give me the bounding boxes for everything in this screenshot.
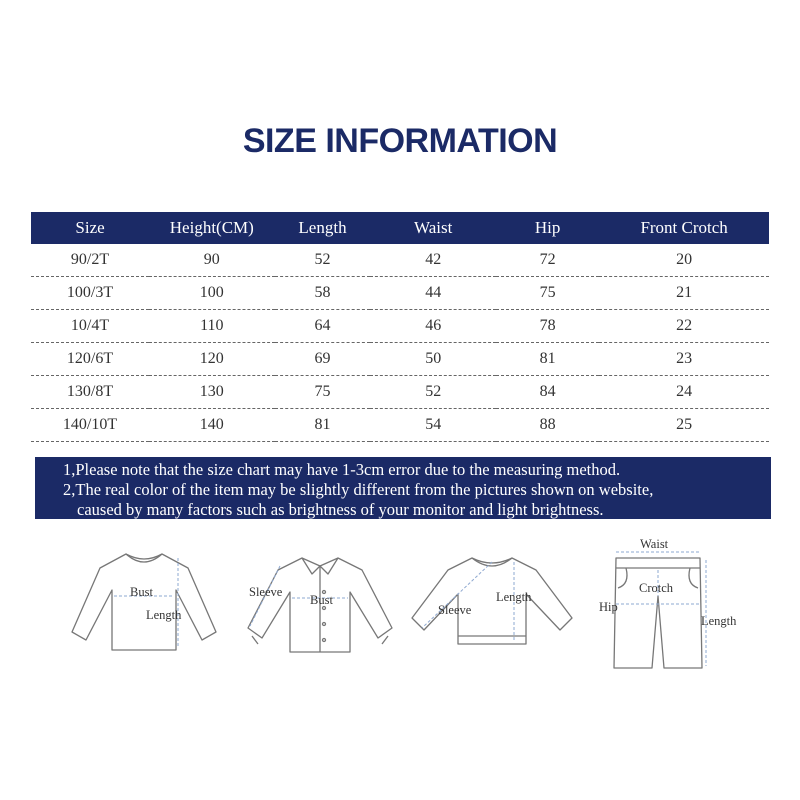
cell-height: 90: [149, 244, 274, 277]
cell-hip: 84: [496, 376, 599, 409]
shorts-waist-label: Waist: [640, 537, 669, 551]
table-row: [31, 277, 769, 310]
cell-length: 64: [275, 310, 371, 343]
cell-size: 100/3T: [31, 277, 149, 310]
cell-height: 140: [149, 409, 274, 442]
cell-front-crotch: 24: [599, 376, 769, 409]
cell-front-crotch: 23: [599, 343, 769, 376]
cell-waist: 46: [370, 310, 495, 343]
cell-front-crotch: 21: [599, 277, 769, 310]
cell-front-crotch: 22: [599, 310, 769, 343]
sweater-sleeve-label: Sleeve: [438, 603, 472, 617]
table-row: [31, 343, 769, 376]
sweater-diagram-icon: [410, 552, 576, 652]
tshirt-bust-label: Bust: [130, 585, 153, 599]
cell-hip: 72: [496, 244, 599, 277]
header-height: Height(CM): [149, 212, 274, 244]
notes-box: [35, 457, 771, 519]
table-row: [31, 244, 769, 277]
table-row: [31, 376, 769, 409]
cell-hip: 88: [496, 409, 599, 442]
header-length: Length: [275, 212, 371, 244]
note-line-2: 2,The real color of the item may be slightly different from the pictures shown on website,: [63, 480, 654, 499]
tshirt-diagram-icon: [68, 544, 220, 656]
cell-front-crotch: 25: [599, 409, 769, 442]
tshirt-length-label: Length: [146, 608, 182, 622]
cell-height: 130: [149, 376, 274, 409]
cell-size: 140/10T: [31, 409, 149, 442]
shorts-crotch-label: Crotch: [639, 581, 674, 595]
cell-waist: 50: [370, 343, 495, 376]
page-title: SIZE INFORMATION: [242, 122, 558, 160]
cell-front-crotch: 20: [599, 244, 769, 277]
cell-hip: 81: [496, 343, 599, 376]
cell-waist: 54: [370, 409, 495, 442]
cell-height: 100: [149, 277, 274, 310]
cell-length: 69: [275, 343, 371, 376]
shorts-length-label: Length: [701, 614, 737, 628]
shirt-sleeve-label: Sleeve: [249, 585, 283, 599]
header-front-crotch: Front Crotch: [599, 212, 769, 244]
cell-length: 52: [275, 244, 371, 277]
cell-size: 130/8T: [31, 376, 149, 409]
note-line-1: 1,Please note that the size chart may have 1-3cm error due to the measuring method.: [63, 460, 621, 479]
cell-hip: 78: [496, 310, 599, 343]
header-size: Size: [31, 212, 149, 244]
sweater-length-label: Length: [496, 590, 532, 604]
header-hip: Hip: [496, 212, 599, 244]
cell-size: 120/6T: [31, 343, 149, 376]
table-row: [31, 310, 769, 343]
cell-hip: 75: [496, 277, 599, 310]
header-waist: Waist: [370, 212, 495, 244]
cell-length: 75: [275, 376, 371, 409]
cell-length: 81: [275, 409, 371, 442]
table-row: [31, 409, 769, 442]
cell-height: 120: [149, 343, 274, 376]
shirt-bust-label: Bust: [310, 593, 333, 607]
table-header-row: [31, 212, 769, 244]
cell-waist: 44: [370, 277, 495, 310]
cell-size: 90/2T: [31, 244, 149, 277]
cell-waist: 42: [370, 244, 495, 277]
note-line-3: caused by many factors such as brightness of your monitor and light brightness.: [77, 500, 604, 519]
cell-height: 110: [149, 310, 274, 343]
shorts-hip-label: Hip: [599, 600, 618, 614]
cell-size: 10/4T: [31, 310, 149, 343]
cell-length: 58: [275, 277, 371, 310]
size-table: [31, 212, 769, 442]
cell-waist: 52: [370, 376, 495, 409]
